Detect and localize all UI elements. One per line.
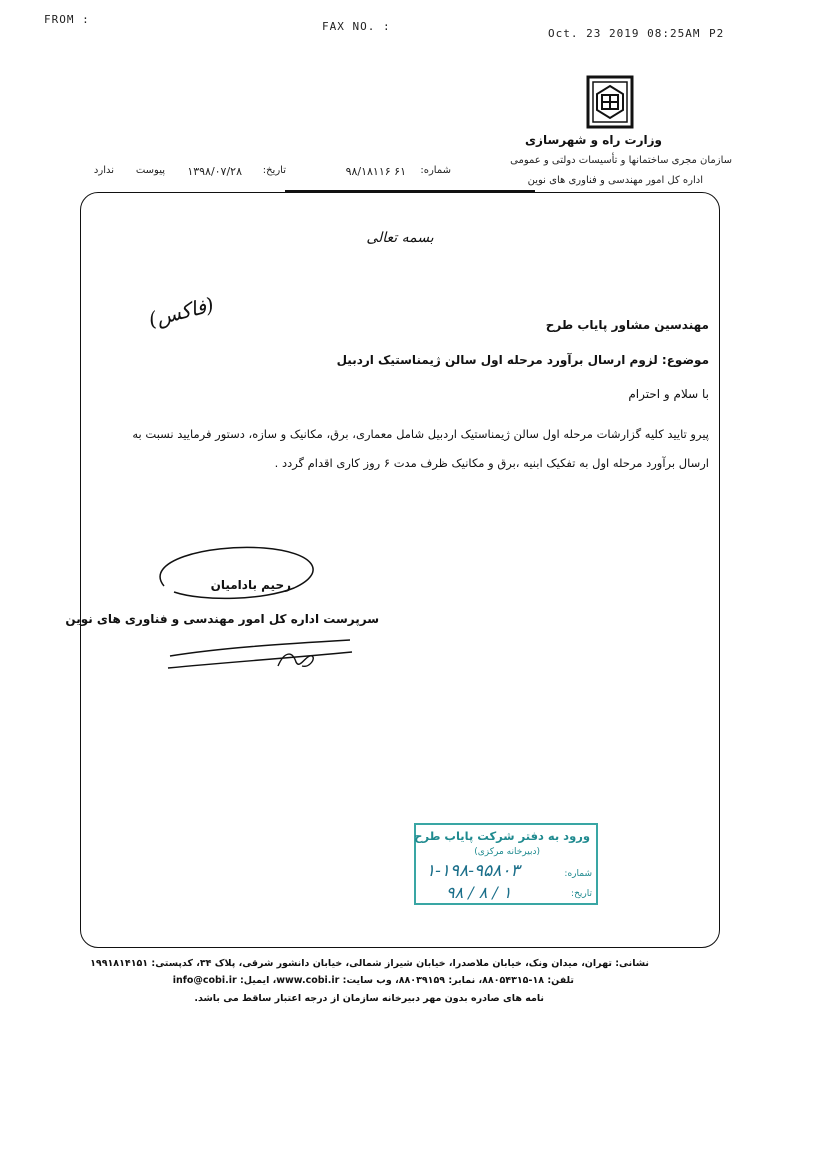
letter-date-value: ۱۳۹۸/۰۷/۲۸ [187,165,242,178]
attachment-value: ندارد [93,165,114,176]
body-line-2: ارسال برآورد مرحله اول به تفکیک ابنیه ،برق و مکانیک ظرف مدت ۶ روز کاری اقدام گردد . [274,456,709,470]
ministry-logo [586,75,634,129]
receipt-stamp [414,823,598,905]
body-line-1: پیرو تایید کلیه گزارشات مرحله اول سالن ژیمناستیک اردبیل شامل معماری، برق، مکانیک و سازه، دستور فرمایید نسبت به [132,427,709,441]
footer-address: نشانی: تهران، میدان ونک، خیابان ملاصدرا، خیابان شیراز شمالی، خیابان دانشور شرقی، پلاک ۳۴، کدپستی: ۱۹۹۱۸۱۴۱۵۱ [90,958,649,969]
attachment-label: پیوست [135,165,165,176]
fax-number-label: FAX NO. : [322,20,391,33]
signer-name: رحیم بادامیان [210,578,291,592]
stamp-date-label: تاریخ: [571,889,592,899]
letter-date-label: تاریخ: [262,165,286,176]
organization-name: سازمان مجری ساختمانها و تأسیسات دولتی و عمومی [510,155,732,166]
stamp-number-label: شماره: [564,869,592,879]
recipient: مهندسین مشاور پایاب طرح [545,318,709,332]
greeting: با سلام و احترام [628,387,709,401]
letter-number-label: شماره: [420,165,451,176]
signature-loop [144,542,324,606]
fax-note-text: (فاکس) [146,292,217,332]
subject: موضوع: لزوم ارسال برآورد مرحله اول سالن ژیمناستیک اردبیل [336,353,709,367]
fax-page: P2 [709,27,725,40]
invocation: بسمه تعالی [366,230,434,246]
ministry-name: وزارت راه و شهرسازی [525,133,662,147]
ministry-emblem-icon [586,75,634,129]
stamp-heading: ورود به دفتر شرکت پایاب طرح [414,829,590,843]
signer-title: سرپرست اداره کل امور مهندسی و فناوری های نوین [65,612,379,626]
footer-contact: تلفن: ۱۸-۸۸۰۵۴۳۱۵، نمابر: ۸۸۰۳۹۱۵۹، وب سایت: www.cobi.ir، ایمیل: info@cobi.ir [172,975,574,986]
fax-from-label: FROM : [44,13,90,26]
footer-notice: نامه های صادره بدون مهر دبیرخانه سازمان از درجه اعتبار ساقط می باشد. [194,993,544,1004]
handwritten-signature [160,636,360,676]
stamp-number-value: ۱-۱۹۸-۹۵۸۰۳ [426,861,520,881]
letter-number-value: ۶۱ ۹۸/۱۸۱۱۶ [345,165,406,178]
department-name: اداره کل امور مهندسی و فناوری های نوین [527,175,703,186]
stamp-date-value: ۹۸ / ۸ / ۱ [446,883,512,902]
fax-datetime: Oct. 23 2019 08:25AM [548,27,701,40]
stamp-subheading: (دبیرخانه مرکزی) [474,847,540,857]
